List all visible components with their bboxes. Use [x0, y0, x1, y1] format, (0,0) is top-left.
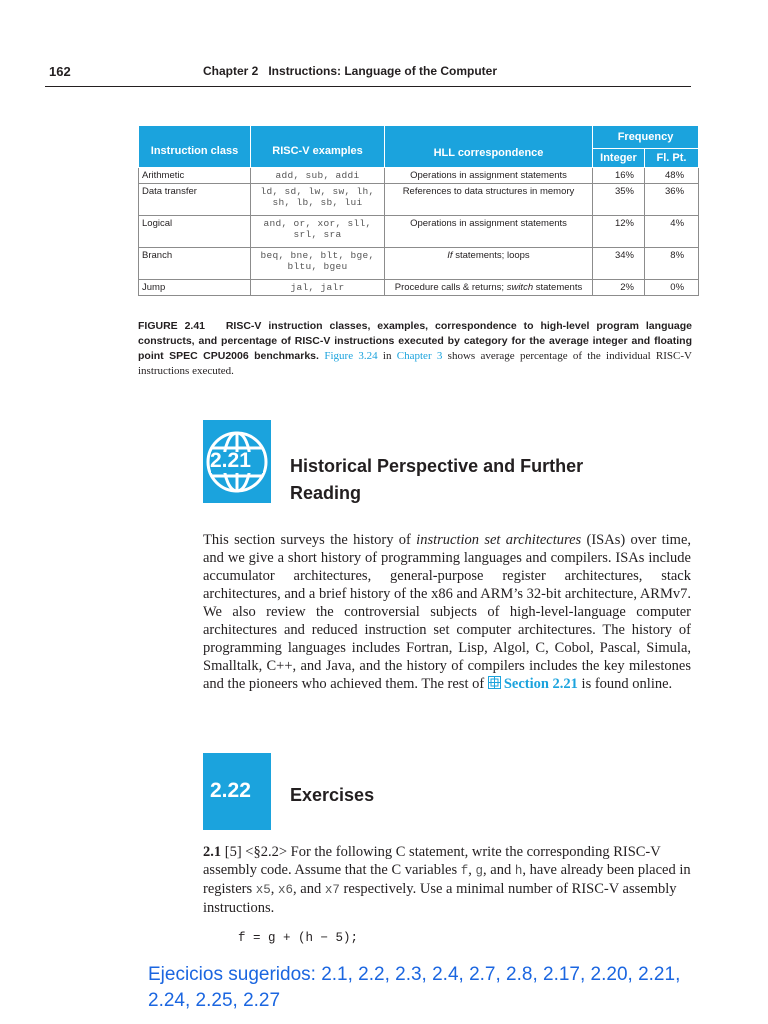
caption-mid: in — [377, 350, 397, 362]
sep2: , and — [483, 862, 515, 878]
cell-fp: 4% — [645, 216, 699, 248]
cell-examples: and, or, xor, sll, srl, sra — [251, 216, 385, 248]
cell-class: Branch — [139, 248, 251, 280]
instruction-class-table — [138, 125, 699, 296]
cell-fp: 36% — [645, 184, 699, 216]
col-integer: Integer — [593, 149, 645, 168]
cell-integer: 35% — [593, 184, 645, 216]
section-title — [290, 453, 583, 507]
cell-class: Jump — [139, 280, 251, 296]
col-hll-correspondence: HLL correspondence — [385, 126, 593, 168]
col-frequency: Frequency — [593, 126, 699, 149]
reg-x5: x5 — [255, 883, 271, 897]
header-rule — [45, 86, 691, 87]
section-2-21-link[interactable] — [488, 676, 578, 692]
cell-examples: beq, bne, blt, bge, bltu, bgeu — [251, 248, 385, 280]
col-fp: Fl. Pt. — [645, 149, 699, 168]
caption-rest: shows average percentage of the individual RISC-V instructions executed. — [138, 350, 692, 377]
reg-x6: x6 — [278, 883, 294, 897]
web-reference-icon — [488, 676, 501, 689]
table-row — [139, 184, 699, 216]
cell-hll: References to data structures in memory — [385, 184, 593, 216]
hll-switch: switch — [506, 282, 534, 293]
section-link-text: Section 2.21 — [503, 676, 578, 692]
section-title-line2: Reading — [290, 483, 362, 503]
exercise-text-a: [5] <§2.2> For the following C statement, write the corresponding RISC-V assembly code. Assume that the C variables — [203, 844, 661, 878]
col-risc-v-examples: RISC-V examples — [251, 126, 385, 168]
cell-integer: 12% — [593, 216, 645, 248]
cell-integer: 2% — [593, 280, 645, 296]
section-number: 2.22 — [210, 779, 251, 802]
code-snippet: f = g + (h − 5); — [238, 931, 359, 945]
hll-part-a: Procedure calls & returns; — [394, 282, 507, 293]
hll-if: If — [447, 250, 453, 261]
cell-class: Arithmetic — [139, 168, 251, 184]
col-instruction-class: Instruction class — [139, 126, 251, 168]
body-part-b: (ISAs) over time, and we give a short history of programming languages and compilers. ISAs include accumulator architectures, general-purpose register architectures, stack architectures, and a brief history of the x86 and ARM’s 32-bit architecture, ARMv7. We also review the controversial subjects of high-level-language computer architectures and reduced instruction set computer architectures. The history of programming languages includes Fortran, Lisp, Algol, C, Cobol, Pascal, Simula, Smalltalk, C++, and Java, and the history of compilers includes the key milestones and the pioneers who achieved them. The rest of — [203, 532, 691, 692]
exercise-text-b: , have already been placed in registers — [203, 862, 691, 897]
sep4: , and — [293, 881, 325, 897]
caption-label: FIGURE 2.41 — [138, 320, 206, 332]
table-row — [139, 216, 699, 248]
section-number: 2.21 — [210, 449, 251, 472]
cell-class: Data transfer — [139, 184, 251, 216]
figure-link[interactable]: Figure 3.24 — [324, 350, 378, 362]
body-part-a: This section surveys the history of — [203, 532, 417, 548]
exercise-text-c: respectively. Use a minimal number of RISC-V assembly instructions. — [203, 881, 677, 916]
cell-class: Logical — [139, 216, 251, 248]
exercises-title: Exercises — [290, 785, 375, 805]
suggested-exercises: Ejecicios sugeridos: 2.1, 2.2, 2.3, 2.4, 2.7, 2.8, 2.17, 2.20, 2.21, 2.24, 2.25, 2.27 — [148, 964, 681, 1011]
cell-fp: 48% — [645, 168, 699, 184]
exercise-2-1 — [203, 843, 691, 917]
body-italic: instruction set architectures — [416, 532, 582, 548]
sep3: , — [270, 881, 279, 897]
cell-integer: 34% — [593, 248, 645, 280]
cell-fp: 0% — [645, 280, 699, 296]
exercise-number: 2.1 — [203, 844, 222, 860]
reg-x7: x7 — [324, 883, 340, 897]
table-row — [139, 168, 699, 184]
cell-hll: Operations in assignment statements — [385, 216, 593, 248]
var-h: h — [514, 864, 523, 878]
var-f: f — [460, 864, 469, 878]
hll-rest: statements; loops — [452, 250, 530, 261]
cell-examples: ld, sd, lw, sw, lh, sh, lb, sb, lui — [251, 184, 385, 216]
table-row — [139, 280, 699, 296]
section-2-21-body — [203, 531, 691, 693]
section-2-22-badge — [203, 753, 271, 830]
chapter-title: Chapter 2 Instructions: Language of the Computer — [203, 64, 498, 78]
sep1: , — [468, 862, 476, 878]
table-row — [139, 248, 699, 280]
section-title-line1: Historical Perspective and Further — [290, 456, 584, 476]
figure-caption — [138, 319, 692, 379]
cell-fp: 8% — [645, 248, 699, 280]
cell-hll — [385, 280, 593, 296]
section-2-21-badge — [203, 420, 271, 503]
hll-part-c: statements — [533, 282, 583, 293]
cell-integer: 16% — [593, 168, 645, 184]
var-g: g — [475, 864, 484, 878]
cell-hll — [385, 248, 593, 280]
page-number: 162 — [49, 64, 71, 79]
cell-examples: jal, jalr — [251, 280, 385, 296]
chapter-link[interactable]: Chapter 3 — [396, 350, 443, 362]
body-part-c: is found online. — [577, 676, 673, 692]
caption-bold: RISC-V instruction classes, examples, correspondence to high-level program language constructs, and percentage of RISC-V instructions executed by category for the average integer and floating point SPEC CPU2006 benchmarks. — [138, 320, 692, 362]
cell-examples: add, sub, addi — [251, 168, 385, 184]
cell-hll: Operations in assignment statements — [385, 168, 593, 184]
